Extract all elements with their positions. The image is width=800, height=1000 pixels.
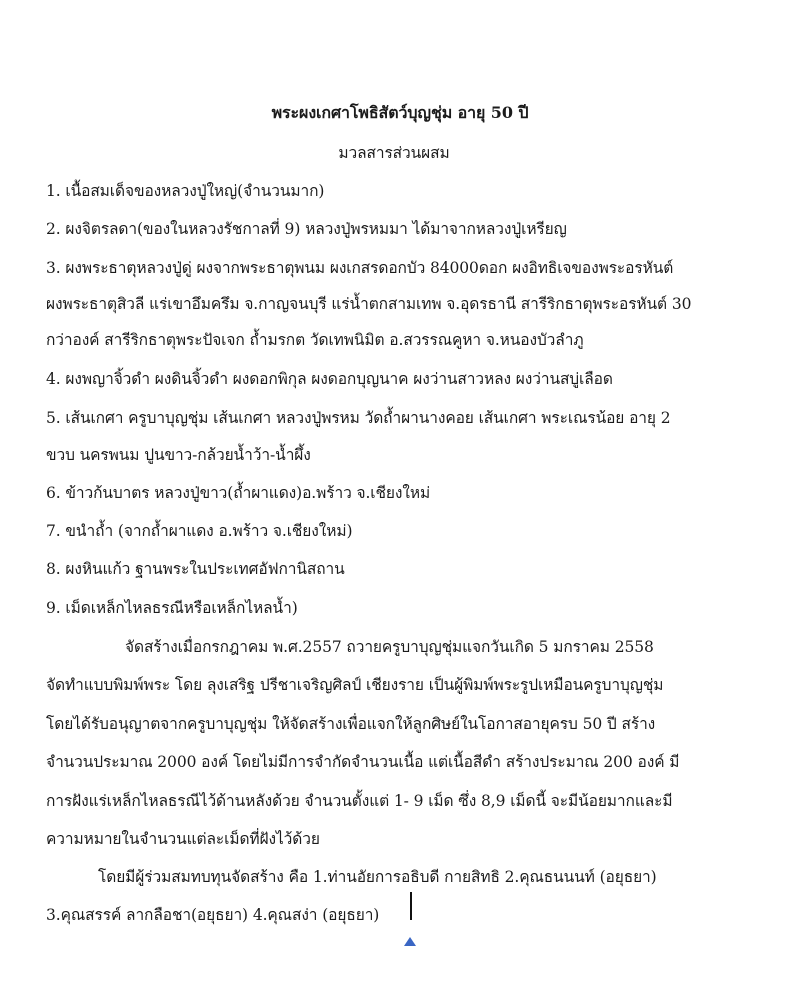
document-line: 3. ผงพระธาตุหลวงปู่ดู่ ผงจากพระธาตุพนม ผงเกสรดอกบัว 84000ดอก ผงอิทธิเจของพระอรหันต์: [46, 259, 674, 277]
text-caret[interactable]: [410, 892, 412, 920]
document-line: 2. ผงจิตรลดา(ของในหลวงรัชกาลที่ 9) หลวงปู่พรหมมา ได้มาจากหลวงปู่เหรียญ: [46, 220, 567, 238]
triangle-up-icon: [404, 937, 416, 946]
document-line: ความหมายในจำนวนแต่ละเม็ดที่ฝังไว้ด้วย: [46, 830, 320, 848]
document-line: การฝังแร่เหล็กไหลธรณีไว้ด้านหลังด้วย จำนวนตั้งแต่ 1- 9 เม็ด ซึ่ง 8,9 เม็ดนี้ จะมีน้อยมากและมี: [46, 792, 673, 810]
document-line: 7. ขนำถ้ำ (จากถ้ำผาแดง อ.พร้าว จ.เชียงใหม่): [46, 522, 353, 540]
document-line: จัดทำแบบพิมพ์พระ โดย ลุงเสริฐ ปรีชาเจริญศิลป์ เชียงราย เป็นผู้พิมพ์พระรูปเหมือนครูบาบุญชุ่ม: [46, 676, 664, 694]
document-line: จำนวนประมาณ 2000 องค์ โดยไม่มีการจำกัดจำนวนเนื้อ แต่เนื้อสีดำ สร้างประมาณ 200 องค์ มี: [46, 753, 680, 771]
document-subtitle: มวลสารส่วนผสม: [338, 144, 450, 162]
document-line: โดยมีผู้ร่วมสมทบทุนจัดสร้าง คือ 1.ท่านอัยการอธิบดี กายสิทธิ 2.คุณธนนนท์ (อยุธยา): [98, 868, 657, 886]
document-line: 8. ผงหินแก้ว ฐานพระในประเทศอัฟกานิสถาน: [46, 560, 345, 578]
document-line: 9. เม็ดเหล็กไหลธรณีหรือเหล็กไหลน้ำ): [46, 599, 298, 617]
document-line: 6. ข้าวก้นบาตร หลวงปู่ขาว(ถ้ำผาแดง)อ.พร้าว จ.เชียงใหม่: [46, 484, 431, 502]
document-line: 1. เนื้อสมเด็จของหลวงปู่ใหญ่(จำนวนมาก): [46, 182, 325, 200]
document-line: จัดสร้างเมื่อกรกฎาคม พ.ศ.2557 ถวายครูบาบุญชุ่มแจกวันเกิด 5 มกราคม 2558: [125, 638, 654, 656]
document-line: ผงพระธาตุสิวลี แร่เขาอึมครึม จ.กาญจนบุรี แร่น้ำตกสามเทพ จ.อุดรธานี สารีริกธาตุพระอรหันต์ 30: [46, 295, 692, 313]
document-line: 3.คุณสรรค์ ลากลือชา(อยุธยา) 4.คุณสง่า (อยุธยา): [46, 906, 380, 924]
document-line: 5. เส้นเกศา ครูบาบุญชุ่ม เส้นเกศา หลวงปู่พรหม วัดถ้ำผานางคอย เส้นเกศา พระเณรน้อย อายุ 2: [46, 409, 671, 427]
document-line: 4. ผงพญาจิ้วดำ ผงดินจิ้วดำ ผงดอกพิกุล ผงดอกบุญนาค ผงว่านสาวหลง ผงว่านสบู่เลือด: [46, 370, 613, 388]
document-line: ขวบ นครพนม ปูนขาว-กล้วยน้ำว้า-น้ำผึ้ง: [46, 446, 311, 464]
document-line: โดยได้รับอนุญาตจากครูบาบุญชุ่ม ให้จัดสร้างเพื่อแจกให้ลูกศิษย์ในโอกาสอายุครบ 50 ปี สร้าง: [46, 715, 656, 733]
document-title: พระผงเกศาโพธิสัตว์บุญชุ่ม อายุ 50 ปี: [271, 103, 529, 122]
document-line: กว่าองค์ สารีริกธาตุพระปัจเจก ถ้ำมรกต วัดเทพนิมิต อ.สวรรณคูหา จ.หนองบัวลำภู: [46, 331, 584, 349]
